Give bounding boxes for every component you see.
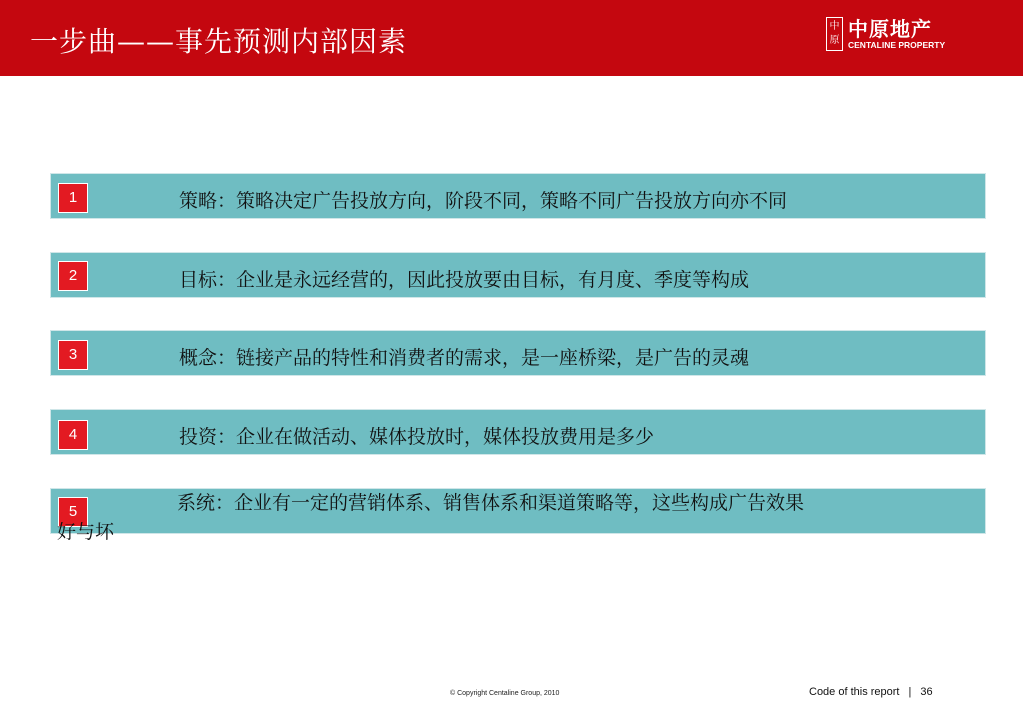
logo-english-name: CENTALINE PROPERTY <box>848 39 946 50</box>
logo-seal-char: 原 <box>829 35 840 46</box>
page-number: 36 <box>920 686 933 698</box>
item-text: 概念：链接产品的特性和消费者的需求，是一座桥梁，是广告的灵魂 <box>179 347 750 369</box>
item-text: 系统：企业有一定的营销体系、销售体系和渠道策略等，这些构成广告效果 <box>177 492 805 514</box>
item-number-badge: 2 <box>58 261 88 291</box>
logo-seal <box>826 17 843 51</box>
item-number-badge: 1 <box>58 183 88 213</box>
item-text-continuation: 好与坏 <box>57 521 115 543</box>
item-number-badge: 3 <box>58 340 88 370</box>
footer-copyright: © Copyright Centaline Group, 2010 <box>450 690 560 697</box>
page-title: 一步曲——事先预测内部因素 <box>30 25 408 58</box>
centaline-logo <box>826 17 945 51</box>
report-code-label: Code of this report <box>809 686 900 698</box>
footer-separator: | <box>908 686 912 698</box>
header-bar <box>0 0 1023 76</box>
logo-text <box>848 18 945 51</box>
item-number-badge: 4 <box>58 420 88 450</box>
item-number-badge: 5 <box>58 497 88 527</box>
item-text: 策略：策略决定广告投放方向，阶段不同，策略不同广告投放方向亦不同 <box>179 190 788 212</box>
item-text: 投资：企业在做活动、媒体投放时，媒体投放费用是多少 <box>179 426 655 448</box>
footer-report-code <box>809 686 933 698</box>
logo-chinese-name: 中原地产 <box>848 16 932 41</box>
item-text: 目标：企业是永远经营的，因此投放要由目标，有月度、季度等构成 <box>179 269 750 291</box>
logo-seal-char: 中 <box>829 21 840 32</box>
